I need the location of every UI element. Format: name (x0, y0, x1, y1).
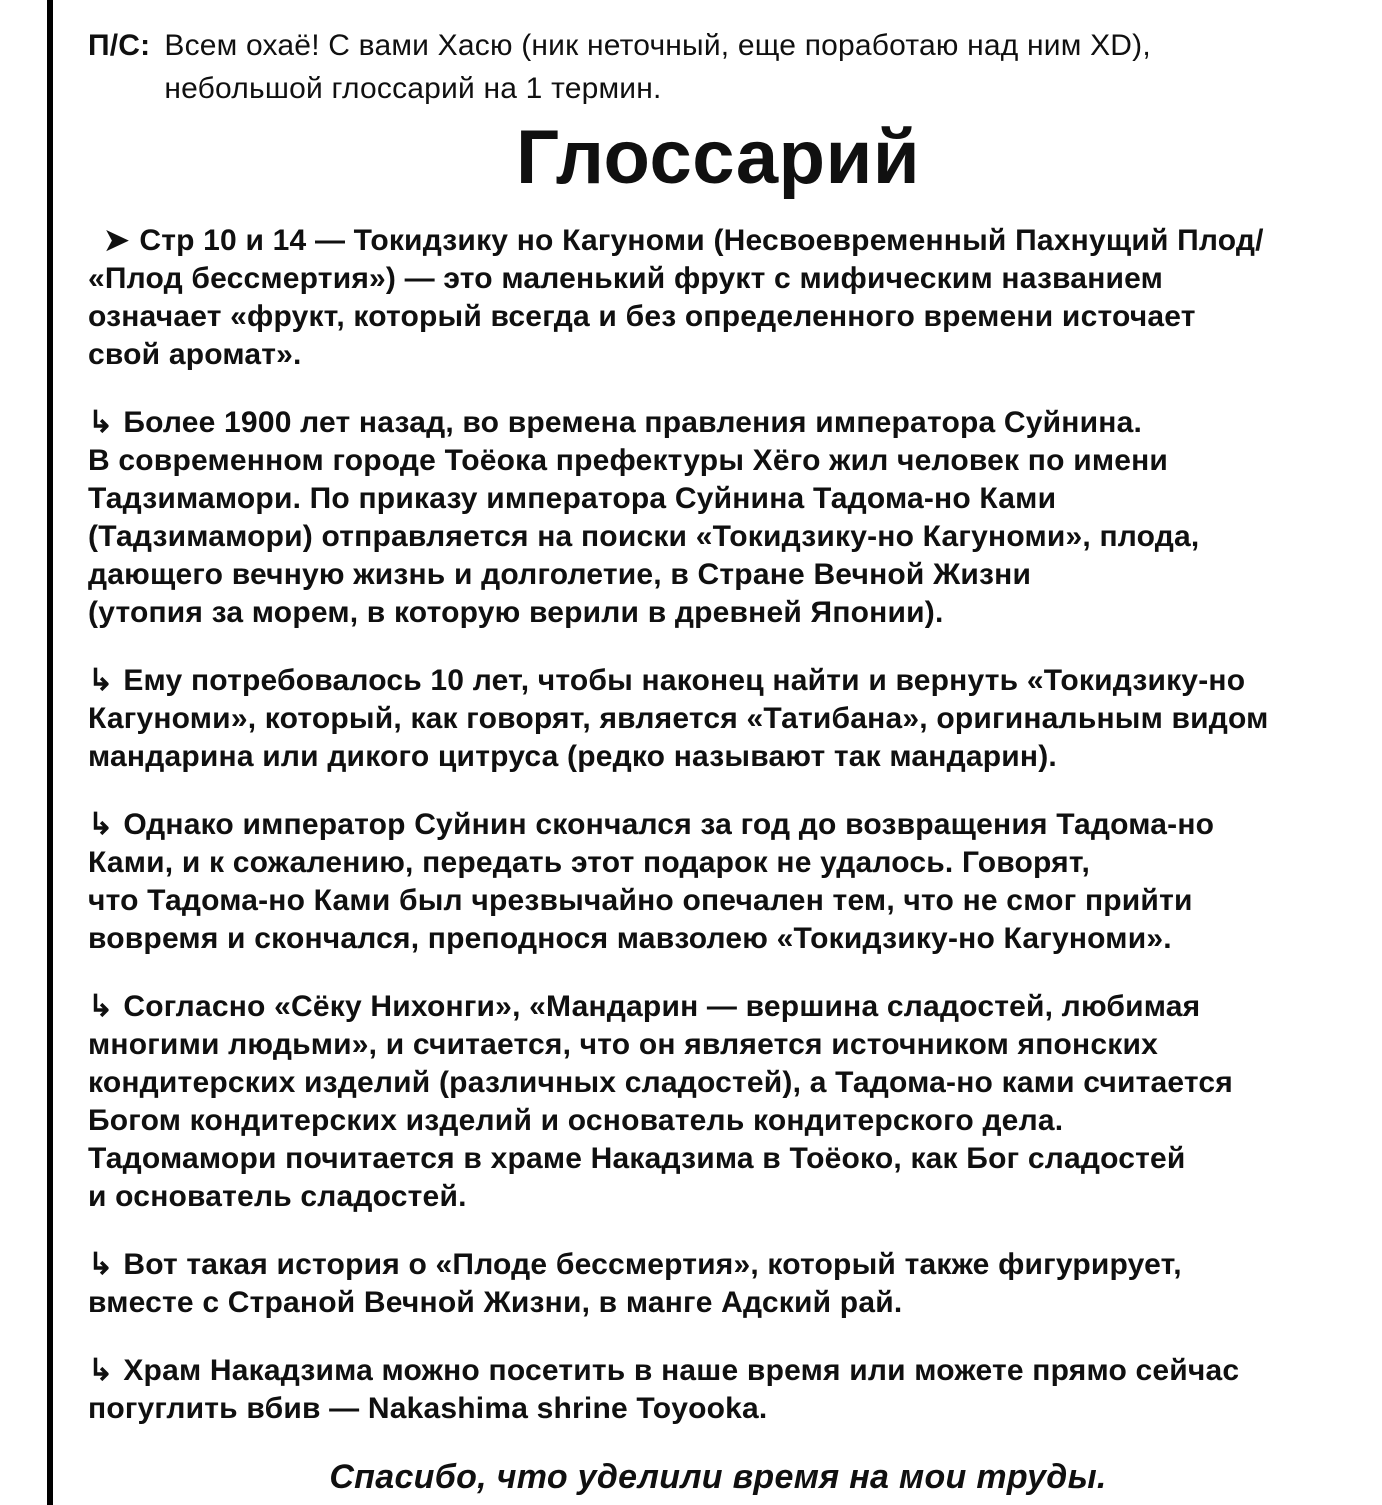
translator-note (88, 24, 1348, 110)
note-text (164, 24, 1151, 110)
paragraph-line: означает «фрукт, который всегда и без определенного времени источает (88, 300, 1196, 333)
paragraph-line: ↳ Однако император Суйнин скончался за год до возвращения Тадома-но (88, 808, 1215, 841)
paragraph-line: Богом кондитерских изделий и основатель кондитерского дела. (88, 1104, 1064, 1137)
note-label: П/С: (88, 29, 151, 62)
footer-thanks: Спасибо, что уделили время на мои труды. (329, 1458, 1107, 1496)
glossary-paragraph (88, 1352, 1348, 1428)
paragraph-line: вместе с Страной Вечной Жизни, в манге Адский рай. (88, 1286, 903, 1319)
paragraph-line: свой аромат». (88, 338, 302, 371)
hook-arrow-bullet-icon: ↳ (88, 664, 114, 697)
hook-arrow-bullet-icon: ↳ (88, 1354, 114, 1387)
arrowhead-bullet-icon: ➤ (104, 224, 130, 257)
paragraph-line: погуглить вбив — Nakashima shrine Toyooka. (88, 1392, 768, 1425)
paragraph-line: ↳ Храм Накадзима можно посетить в наше время или можете прямо сейчас (88, 1354, 1240, 1387)
left-border-rule (47, 0, 53, 1505)
note-line: Всем охаё! С вами Хасю (ник неточный, еще поработаю над ним XD), (164, 29, 1151, 62)
glossary-paragraph (88, 662, 1348, 776)
hook-arrow-bullet-icon: ↳ (88, 406, 114, 439)
paragraph-line: ↳ Ему потребовалось 10 лет, чтобы наконец найти и вернуть «Токидзику-но (88, 664, 1246, 697)
paragraph-line: В современном городе Тоёока префектуры Хёго жил человек по имени (88, 444, 1169, 477)
note-line: небольшой глоссарий на 1 термин. (164, 72, 662, 105)
paragraph-line: Тадзимамори. По приказу императора Суйнина Тадома-но Ками (88, 482, 1057, 515)
glossary-paragraph (88, 988, 1348, 1216)
paragraph-line: ↳ Согласно «Сёку Нихонги», «Мандарин — вершина сладостей, любимая (88, 990, 1201, 1023)
glossary-paragraph (88, 1246, 1348, 1322)
glossary-paragraph (88, 806, 1348, 958)
paragraph-line: кондитерских изделий (различных сладостей), а Тадома-но ками считается (88, 1066, 1233, 1099)
glossary-paragraph (88, 404, 1348, 632)
paragraph-line: (утопия за морем, в которую верили в древней Японии). (88, 596, 944, 629)
paragraph-line: «Плод бессмертия») — это маленький фрукт с мифическим названием (88, 262, 1164, 295)
paragraph-line: мандарина или дикого цитруса (редко называют так мандарин). (88, 740, 1057, 773)
paragraph-line: Кагуноми», который, как говорят, является «Татибана», оригинальным видом (88, 702, 1269, 735)
hook-arrow-bullet-icon: ↳ (88, 1248, 114, 1281)
paragraph-line: Ками, и к сожалению, передать этот подарок не удалось. Говорят, (88, 846, 1090, 879)
paragraph-line: дающего вечную жизнь и долголетие, в Стране Вечной Жизни (88, 558, 1032, 591)
page-title: Глоссарий (515, 115, 921, 200)
hook-arrow-bullet-icon: ↳ (88, 990, 114, 1023)
paragraph-line: и основатель сладостей. (88, 1180, 467, 1213)
glossary-paragraphs (88, 222, 1348, 1428)
glossary-paragraph (88, 222, 1348, 374)
paragraph-line: многими людьми», и считается, что он является источником японских (88, 1028, 1159, 1061)
paragraph-line: ↳ Более 1900 лет назад, во времена правления императора Суйнина. (88, 406, 1143, 439)
paragraph-line: вовремя и скончался, преподнося мавзолею «Токидзику-но Кагуноми». (88, 922, 1172, 955)
paragraph-line: ↳ Вот такая история о «Плоде бессмертия», который также фигурирует, (88, 1248, 1182, 1281)
paragraph-line: что Тадома-но Ками был чрезвычайно опечален тем, что не смог прийти (88, 884, 1193, 917)
paragraph-line: ➤ Стр 10 и 14 — Токидзику но Кагуноми (Несвоевременный Пахнущий Плод/ (104, 224, 1264, 257)
paragraph-line: Тадомамори почитается в храме Накадзима в Тоёоко, как Бог сладостей (88, 1142, 1186, 1175)
hook-arrow-bullet-icon: ↳ (88, 808, 114, 841)
page-content (88, 24, 1348, 1497)
paragraph-line: (Тадзимамори) отправляется на поиски «Токидзику-но Кагуноми», плода, (88, 520, 1200, 553)
